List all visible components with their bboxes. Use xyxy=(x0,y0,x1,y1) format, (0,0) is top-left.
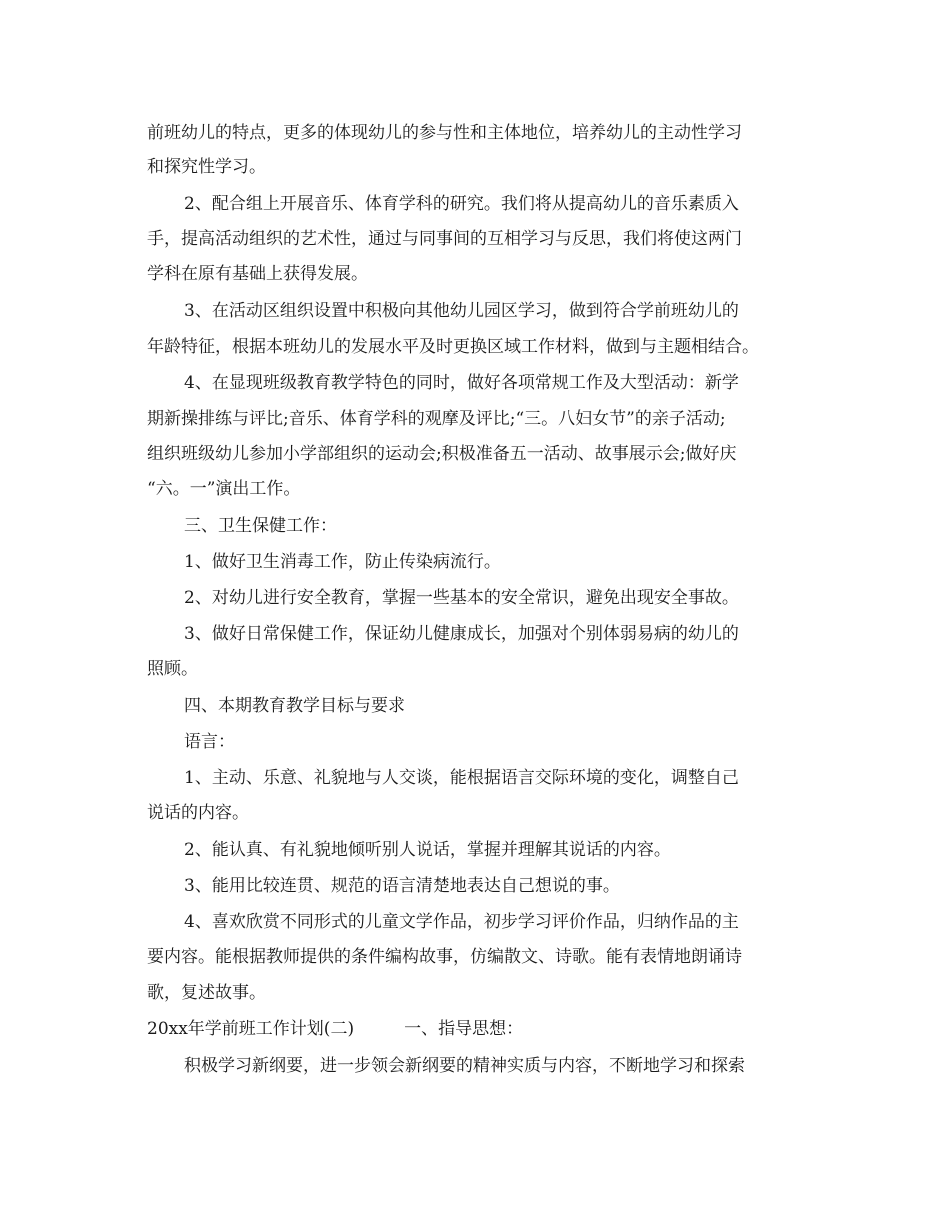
text-line: 照顾。 xyxy=(147,659,198,679)
text-line: 2、配合组上开展音乐、体育学科的研究。我们将从提高幼儿的音乐素质入 xyxy=(184,194,739,214)
text-line: 2、对幼儿进行安全教育，掌握一些基本的安全常识，避免出现安全事故。 xyxy=(184,588,739,608)
section-heading: 四、本期教育教学目标与要求 xyxy=(184,696,405,716)
text-line: 2、能认真、有礼貌地倾听别人说话，掌握并理解其说话的内容。 xyxy=(184,840,671,860)
text-line: 年龄特征，根据本班幼儿的发展水平及时更换区域工作材料，做到与主题相结合。 xyxy=(147,337,759,357)
text-line: 1、主动、乐意、礼貌地与人交谈，能根据语言交际环境的变化，调整自己 xyxy=(184,768,739,788)
text-line: 要内容。能根据教师提供的条件编构故事，仿编散文、诗歌。能有表情地朗诵诗 xyxy=(147,947,742,967)
plan-title: 20xx年学前班工作计划(二) xyxy=(147,1019,355,1039)
text-line: 说话的内容。 xyxy=(147,803,249,823)
text-line: 积极学习新纲要，进一步领会新纲要的精神实质与内容，不断地学习和探索 xyxy=(184,1056,745,1076)
text-line: “六。一”演出工作。 xyxy=(147,479,301,499)
text-line: 歌，复述故事。 xyxy=(147,983,266,1003)
text-line: 学科在原有基础上获得发展。 xyxy=(147,264,368,284)
subsection-heading: 语言： xyxy=(184,732,235,752)
section-heading: 三、卫生保健工作： xyxy=(184,516,337,536)
text-line: 期新操排练与评比;音乐、体育学科的观摩及评比;“三。八妇女节”的亲子活动; xyxy=(147,409,726,429)
text-line: 4、喜欢欣赏不同形式的儿童文学作品，初步学习评价作品，归纳作品的主 xyxy=(184,912,739,932)
plan-heading-line xyxy=(147,1018,523,1040)
text-line: 3、能用比较连贯、规范的语言清楚地表达自己想说的事。 xyxy=(184,876,620,896)
text-line: 1、做好卫生消毒工作，防止传染病流行。 xyxy=(184,552,501,572)
text-line: 手，提高活动组织的艺术性，通过与同事间的互相学习与反思，我们将使这两门 xyxy=(147,229,742,249)
plan-section-heading: 一、指导思想： xyxy=(404,1019,524,1039)
text-line: 3、做好日常保健工作，保证幼儿健康成长，加强对个别体弱易病的幼儿的 xyxy=(184,624,739,644)
text-line: 和探究性学习。 xyxy=(147,157,266,177)
text-line: 组织班级幼儿参加小学部组织的运动会;积极准备五一活动、故事展示会;做好庆 xyxy=(147,444,737,464)
text-line: 前班幼儿的特点，更多的体现幼儿的参与性和主体地位，培养幼儿的主动性学习 xyxy=(147,123,742,143)
text-line: 3、在活动区组织设置中积极向其他幼儿园区学习，做到符合学前班幼儿的 xyxy=(184,301,739,321)
text-line: 4、在显现班级教育教学特色的同时，做好各项常规工作及大型活动：新学 xyxy=(184,373,739,393)
